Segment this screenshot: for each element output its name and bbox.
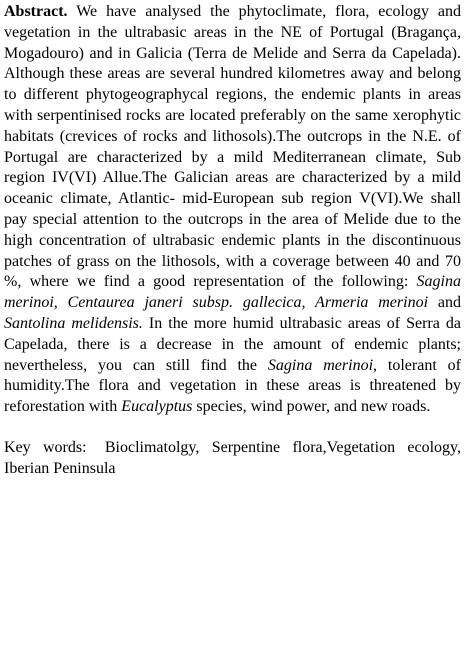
species-sagina: Sagina merinoi xyxy=(267,356,374,374)
abstract-text-1: We have analysed the phytoclimate, flora, ecology and vegetation in the ultrabasic areas in the NE of Portugal (Bragança, Mogadouro) and in Galicia (Terra de Melide and Serra da Capelada). Although these areas are several hundred kilometres away and belong to different phytogeographycal regions, the endemic plants in areas with serpentinised rocks are located preferably on the same xerophytic habitats (crevices of rocks and lithosols).The outcrops in the N.E. of Portugal are characterized by a mild Mediterranean climate, Sub region IV(VI) Allue.The Galician areas are characterized by a mild oceanic climate, Atlantic- mid-European sub region V(VI).We shall pay special attention to the outcrops in the area of Melide due to the high concentration of ultrabasic endemic plants in the discontinuous patches of grass on the lithosols, with a coverage between 40 and 70 %, where we find a good representation of the following: xyxy=(4,3,461,291)
keywords-text: Bioclimatolgy, Serpentine flora,Vegetation ecology, Iberian Peninsula xyxy=(4,438,462,477)
abstract-text-3: In the more humid ultrabasic areas of Serra da Capelada, there is a decrease in the amount of endemic plants; nevertheless, you can still find the xyxy=(4,314,461,374)
abstract-text-4: , tolerant of humidity.The flora and vegetation in these areas is threatened by reforestation with xyxy=(4,356,461,416)
species-eucalyptus: Eucalyptus xyxy=(121,398,193,416)
abstract-label: Abstract. xyxy=(4,3,68,20)
abstract-text-5: species, wind power, and new roads. xyxy=(192,398,431,416)
species-list-1: Sagina merinoi, Centaurea janeri subsp. gallecica, Armeria merinoi xyxy=(4,273,461,312)
keywords-label: Key words: xyxy=(4,438,87,456)
species-list-2: Santolina melidensis. xyxy=(4,314,143,332)
abstract-paragraph xyxy=(4,2,461,418)
abstract-text-2: and xyxy=(428,294,461,312)
keywords-paragraph xyxy=(4,438,461,480)
